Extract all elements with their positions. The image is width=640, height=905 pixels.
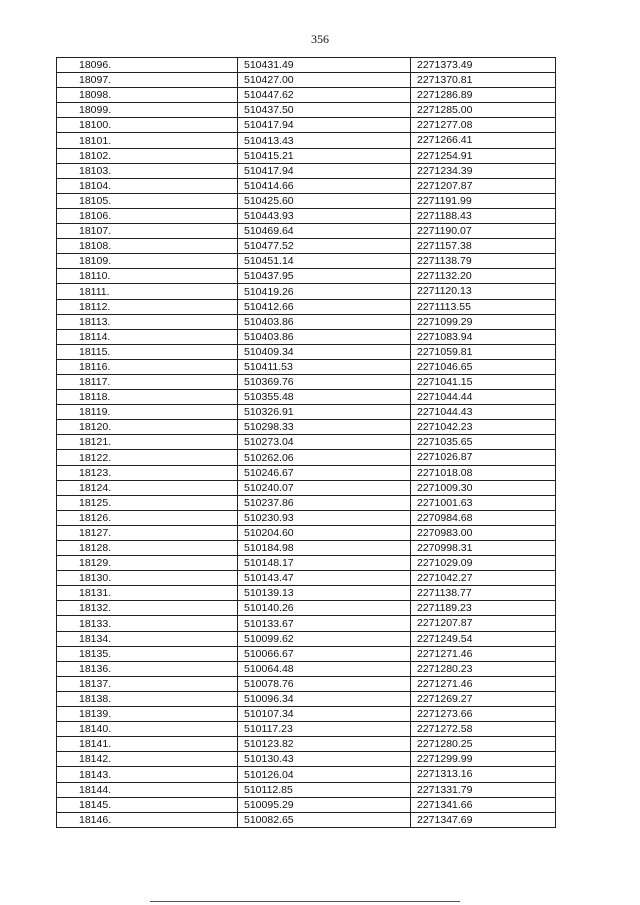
point-number-cell: 18103. [57, 163, 238, 178]
point-number-cell: 18145. [57, 797, 238, 812]
table-row [57, 691, 556, 706]
point-number-cell: 18141. [57, 737, 238, 752]
y-coordinate-cell: 2271269.27 [411, 691, 556, 706]
y-coordinate-cell: 2271189.23 [411, 601, 556, 616]
x-coordinate-cell: 510096.34 [238, 691, 411, 706]
y-coordinate-cell: 2271271.46 [411, 676, 556, 691]
point-number-cell: 18102. [57, 148, 238, 163]
table-row [57, 676, 556, 691]
table-row [57, 359, 556, 374]
y-coordinate-cell: 2271044.43 [411, 405, 556, 420]
table-row [57, 193, 556, 208]
table-row [57, 541, 556, 556]
x-coordinate-cell: 510112.85 [238, 782, 411, 797]
point-number-cell: 18117. [57, 374, 238, 389]
table-row [57, 571, 556, 586]
x-coordinate-cell: 510437.95 [238, 269, 411, 284]
table-row [57, 510, 556, 525]
x-coordinate-cell: 510230.93 [238, 510, 411, 525]
x-coordinate-cell: 510139.13 [238, 586, 411, 601]
x-coordinate-cell: 510425.60 [238, 193, 411, 208]
y-coordinate-cell: 2271207.87 [411, 616, 556, 631]
table-row [57, 601, 556, 616]
x-coordinate-cell: 510140.26 [238, 601, 411, 616]
x-coordinate-cell: 510355.48 [238, 390, 411, 405]
x-coordinate-cell: 510262.06 [238, 450, 411, 465]
point-number-cell: 18097. [57, 73, 238, 88]
table-row [57, 58, 556, 73]
table-row [57, 616, 556, 631]
x-coordinate-cell: 510414.66 [238, 178, 411, 193]
point-number-cell: 18121. [57, 435, 238, 450]
y-coordinate-cell: 2271249.54 [411, 631, 556, 646]
y-coordinate-cell: 2271272.58 [411, 722, 556, 737]
point-number-cell: 18120. [57, 420, 238, 435]
table-row [57, 133, 556, 148]
table-row [57, 269, 556, 284]
point-number-cell: 18118. [57, 390, 238, 405]
point-number-cell: 18129. [57, 556, 238, 571]
point-number-cell: 18133. [57, 616, 238, 631]
x-coordinate-cell: 510148.17 [238, 556, 411, 571]
table-row [57, 646, 556, 661]
x-coordinate-cell: 510412.66 [238, 299, 411, 314]
x-coordinate-cell: 510417.94 [238, 163, 411, 178]
y-coordinate-cell: 2271029.09 [411, 556, 556, 571]
point-number-cell: 18126. [57, 510, 238, 525]
point-number-cell: 18114. [57, 329, 238, 344]
x-coordinate-cell: 510204.60 [238, 525, 411, 540]
point-number-cell: 18142. [57, 752, 238, 767]
y-coordinate-cell: 2271138.77 [411, 586, 556, 601]
point-number-cell: 18140. [57, 722, 238, 737]
y-coordinate-cell: 2271099.29 [411, 314, 556, 329]
y-coordinate-cell: 2271035.65 [411, 435, 556, 450]
table-row [57, 344, 556, 359]
point-number-cell: 18100. [57, 118, 238, 133]
x-coordinate-cell: 510477.52 [238, 239, 411, 254]
y-coordinate-cell: 2271059.81 [411, 344, 556, 359]
table-row [57, 556, 556, 571]
x-coordinate-cell: 510403.86 [238, 329, 411, 344]
y-coordinate-cell: 2271120.13 [411, 284, 556, 299]
x-coordinate-cell: 510246.67 [238, 465, 411, 480]
table-row [57, 465, 556, 480]
point-number-cell: 18101. [57, 133, 238, 148]
point-number-cell: 18146. [57, 812, 238, 827]
coordinates-table-container [56, 57, 556, 828]
point-number-cell: 18122. [57, 450, 238, 465]
y-coordinate-cell: 2271277.08 [411, 118, 556, 133]
x-coordinate-cell: 510184.98 [238, 541, 411, 556]
x-coordinate-cell: 510143.47 [238, 571, 411, 586]
point-number-cell: 18138. [57, 691, 238, 706]
point-number-cell: 18107. [57, 224, 238, 239]
point-number-cell: 18127. [57, 525, 238, 540]
table-row [57, 435, 556, 450]
y-coordinate-cell: 2271042.27 [411, 571, 556, 586]
x-coordinate-cell: 510064.48 [238, 661, 411, 676]
y-coordinate-cell: 2270984.68 [411, 510, 556, 525]
y-coordinate-cell: 2271285.00 [411, 103, 556, 118]
point-number-cell: 18128. [57, 541, 238, 556]
table-row [57, 797, 556, 812]
point-number-cell: 18113. [57, 314, 238, 329]
y-coordinate-cell: 2271254.91 [411, 148, 556, 163]
x-coordinate-cell: 510240.07 [238, 480, 411, 495]
x-coordinate-cell: 510403.86 [238, 314, 411, 329]
page-number: 356 [311, 32, 329, 46]
table-row [57, 405, 556, 420]
y-coordinate-cell: 2271190.07 [411, 224, 556, 239]
table-body [57, 58, 556, 828]
y-coordinate-cell: 2271018.08 [411, 465, 556, 480]
y-coordinate-cell: 2271299.99 [411, 752, 556, 767]
y-coordinate-cell: 2271331.79 [411, 782, 556, 797]
x-coordinate-cell: 510082.65 [238, 812, 411, 827]
y-coordinate-cell: 2270983.00 [411, 525, 556, 540]
y-coordinate-cell: 2271044.44 [411, 390, 556, 405]
y-coordinate-cell: 2271271.46 [411, 646, 556, 661]
table-row [57, 390, 556, 405]
coordinates-table [56, 57, 556, 828]
x-coordinate-cell: 510273.04 [238, 435, 411, 450]
point-number-cell: 18137. [57, 676, 238, 691]
point-number-cell: 18110. [57, 269, 238, 284]
y-coordinate-cell: 2271373.49 [411, 58, 556, 73]
y-coordinate-cell: 2271207.87 [411, 178, 556, 193]
table-row [57, 178, 556, 193]
point-number-cell: 18109. [57, 254, 238, 269]
y-coordinate-cell: 2271042.23 [411, 420, 556, 435]
table-row [57, 631, 556, 646]
y-coordinate-cell: 2271132.20 [411, 269, 556, 284]
table-row [57, 495, 556, 510]
table-row [57, 661, 556, 676]
point-number-cell: 18123. [57, 465, 238, 480]
x-coordinate-cell: 510095.29 [238, 797, 411, 812]
x-coordinate-cell: 510099.62 [238, 631, 411, 646]
x-coordinate-cell: 510411.53 [238, 359, 411, 374]
table-row [57, 103, 556, 118]
x-coordinate-cell: 510237.86 [238, 495, 411, 510]
y-coordinate-cell: 2271113.55 [411, 299, 556, 314]
x-coordinate-cell: 510415.21 [238, 148, 411, 163]
x-coordinate-cell: 510123.82 [238, 737, 411, 752]
table-row [57, 374, 556, 389]
point-number-cell: 18112. [57, 299, 238, 314]
point-number-cell: 18124. [57, 480, 238, 495]
table-row [57, 118, 556, 133]
point-number-cell: 18099. [57, 103, 238, 118]
y-coordinate-cell: 2271280.25 [411, 737, 556, 752]
point-number-cell: 18108. [57, 239, 238, 254]
x-coordinate-cell: 510451.14 [238, 254, 411, 269]
y-coordinate-cell: 2271313.16 [411, 767, 556, 782]
y-coordinate-cell: 2270998.31 [411, 541, 556, 556]
table-row [57, 812, 556, 827]
y-coordinate-cell: 2271026.87 [411, 450, 556, 465]
y-coordinate-cell: 2271009.30 [411, 480, 556, 495]
x-coordinate-cell: 510133.67 [238, 616, 411, 631]
point-number-cell: 18104. [57, 178, 238, 193]
table-row [57, 254, 556, 269]
point-number-cell: 18115. [57, 344, 238, 359]
table-row [57, 767, 556, 782]
y-coordinate-cell: 2271347.69 [411, 812, 556, 827]
point-number-cell: 18144. [57, 782, 238, 797]
y-coordinate-cell: 2271341.66 [411, 797, 556, 812]
x-coordinate-cell: 510066.67 [238, 646, 411, 661]
x-coordinate-cell: 510427.00 [238, 73, 411, 88]
point-number-cell: 18116. [57, 359, 238, 374]
x-coordinate-cell: 510409.34 [238, 344, 411, 359]
point-number-cell: 18135. [57, 646, 238, 661]
x-coordinate-cell: 510417.94 [238, 118, 411, 133]
table-row [57, 284, 556, 299]
point-number-cell: 18131. [57, 586, 238, 601]
y-coordinate-cell: 2271046.65 [411, 359, 556, 374]
x-coordinate-cell: 510126.04 [238, 767, 411, 782]
table-row [57, 208, 556, 223]
table-row [57, 88, 556, 103]
table-row [57, 148, 556, 163]
y-coordinate-cell: 2271273.66 [411, 707, 556, 722]
table-row [57, 224, 556, 239]
point-number-cell: 18119. [57, 405, 238, 420]
point-number-cell: 18105. [57, 193, 238, 208]
y-coordinate-cell: 2271286.89 [411, 88, 556, 103]
point-number-cell: 18136. [57, 661, 238, 676]
x-coordinate-cell: 510437.50 [238, 103, 411, 118]
point-number-cell: 18134. [57, 631, 238, 646]
x-coordinate-cell: 510431.49 [238, 58, 411, 73]
y-coordinate-cell: 2271157.38 [411, 239, 556, 254]
x-coordinate-cell: 510107.34 [238, 707, 411, 722]
table-row [57, 782, 556, 797]
x-coordinate-cell: 510419.26 [238, 284, 411, 299]
table-row [57, 329, 556, 344]
point-number-cell: 18143. [57, 767, 238, 782]
table-row [57, 586, 556, 601]
table-row [57, 299, 556, 314]
point-number-cell: 18130. [57, 571, 238, 586]
table-row [57, 163, 556, 178]
y-coordinate-cell: 2271370.81 [411, 73, 556, 88]
table-row [57, 737, 556, 752]
table-row [57, 707, 556, 722]
x-coordinate-cell: 510469.64 [238, 224, 411, 239]
point-number-cell: 18098. [57, 88, 238, 103]
point-number-cell: 18096. [57, 58, 238, 73]
point-number-cell: 18111. [57, 284, 238, 299]
y-coordinate-cell: 2271138.79 [411, 254, 556, 269]
y-coordinate-cell: 2271280.23 [411, 661, 556, 676]
table-row [57, 752, 556, 767]
y-coordinate-cell: 2271266.41 [411, 133, 556, 148]
x-coordinate-cell: 510326.91 [238, 405, 411, 420]
y-coordinate-cell: 2271083.94 [411, 329, 556, 344]
table-row [57, 722, 556, 737]
y-coordinate-cell: 2271188.43 [411, 208, 556, 223]
table-row [57, 525, 556, 540]
point-number-cell: 18132. [57, 601, 238, 616]
x-coordinate-cell: 510078.76 [238, 676, 411, 691]
y-coordinate-cell: 2271001.63 [411, 495, 556, 510]
point-number-cell: 18125. [57, 495, 238, 510]
table-row [57, 450, 556, 465]
y-coordinate-cell: 2271191.99 [411, 193, 556, 208]
x-coordinate-cell: 510447.62 [238, 88, 411, 103]
table-row [57, 480, 556, 495]
x-coordinate-cell: 510298.33 [238, 420, 411, 435]
scan-edge-line [150, 901, 460, 902]
x-coordinate-cell: 510369.76 [238, 374, 411, 389]
y-coordinate-cell: 2271234.39 [411, 163, 556, 178]
x-coordinate-cell: 510443.93 [238, 208, 411, 223]
table-row [57, 420, 556, 435]
x-coordinate-cell: 510413.43 [238, 133, 411, 148]
table-row [57, 314, 556, 329]
x-coordinate-cell: 510117.23 [238, 722, 411, 737]
point-number-cell: 18139. [57, 707, 238, 722]
y-coordinate-cell: 2271041.15 [411, 374, 556, 389]
point-number-cell: 18106. [57, 208, 238, 223]
x-coordinate-cell: 510130.43 [238, 752, 411, 767]
table-row [57, 73, 556, 88]
table-row [57, 239, 556, 254]
